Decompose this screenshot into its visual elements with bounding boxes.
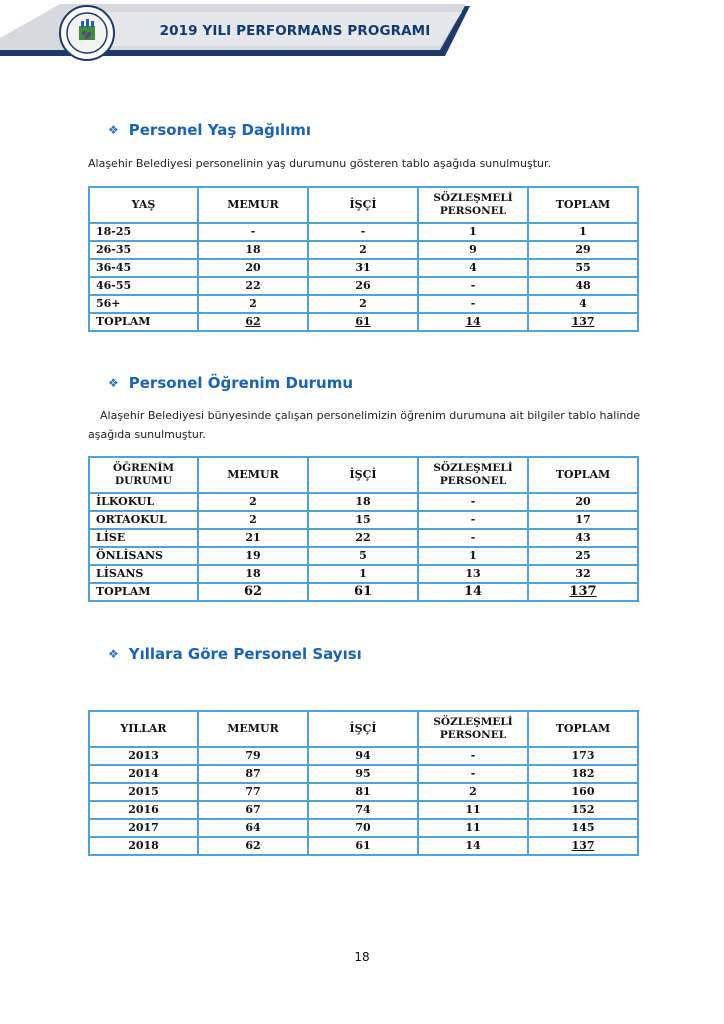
table-row — [89, 295, 638, 313]
cell: 95 — [308, 765, 418, 783]
header-cell: MEMUR — [198, 457, 308, 493]
cell: 2 — [198, 511, 308, 529]
cell: 173 — [528, 747, 638, 765]
cell: 2 — [308, 241, 418, 259]
intro-age: Alaşehir Belediyesi personelinin yaş durumunu gösteren tablo aşağıda sunulmuştur. — [88, 157, 551, 170]
cell: 9 — [418, 241, 528, 259]
cell: - — [418, 765, 528, 783]
cell: 17 — [528, 511, 638, 529]
cell: 36-45 — [89, 259, 198, 277]
cell: - — [418, 529, 528, 547]
table-row — [89, 493, 638, 511]
cell: 77 — [198, 783, 308, 801]
cell: 18-25 — [89, 223, 198, 241]
table-row — [89, 801, 638, 819]
cell: 2 — [198, 493, 308, 511]
table-row — [89, 259, 638, 277]
intro-education: Alaşehir Belediyesi bünyesinde çalışan personelimizin öğrenim durumuna ait bilgiler tablo halinde aşağıda sunulmuştur. — [88, 409, 641, 441]
cell: 137 — [528, 313, 638, 331]
cell: 26-35 — [89, 241, 198, 259]
cell: 22 — [198, 277, 308, 295]
cell: 145 — [528, 819, 638, 837]
table-row — [89, 565, 638, 583]
header-cell: YILLAR — [89, 711, 198, 747]
cell: ÖNLİSANS — [89, 547, 198, 565]
cell: 14 — [418, 583, 528, 601]
table-row — [89, 765, 638, 783]
cell: 55 — [528, 259, 638, 277]
cell: 2 — [418, 783, 528, 801]
cell: 46-55 — [89, 277, 198, 295]
header-cell: SÖZLEŞMELİ PERSONEL — [418, 711, 528, 747]
cell: 152 — [528, 801, 638, 819]
cell: 137 — [528, 837, 638, 855]
table-row — [89, 241, 638, 259]
cell: 2014 — [89, 765, 198, 783]
cell: 2015 — [89, 783, 198, 801]
header-banner — [0, 0, 724, 62]
header-cell: MEMUR — [198, 711, 308, 747]
cell: ORTAOKUL — [89, 511, 198, 529]
cell: 62 — [198, 313, 308, 331]
cell: 22 — [308, 529, 418, 547]
section-title-age — [108, 121, 311, 139]
cell: LİSE — [89, 529, 198, 547]
section-title-education — [108, 374, 353, 392]
education-table — [88, 456, 639, 602]
header-cell: TOPLAM — [528, 187, 638, 223]
diamond-bullet-icon: ❖ — [108, 376, 119, 390]
cell: 5 — [308, 547, 418, 565]
cell: 20 — [528, 493, 638, 511]
table-row — [89, 783, 638, 801]
cell: 31 — [308, 259, 418, 277]
header-cell: İŞÇİ — [308, 457, 418, 493]
table-row — [89, 511, 638, 529]
cell: 4 — [528, 295, 638, 313]
cell: 61 — [308, 583, 418, 601]
section-title-text: Personel Yaş Dağılımı — [128, 121, 312, 139]
section-title-years — [108, 645, 362, 663]
table-total-row — [89, 313, 638, 331]
cell: TOPLAM — [89, 583, 198, 601]
diamond-bullet-icon: ❖ — [108, 647, 119, 661]
header-cell: TOPLAM — [528, 711, 638, 747]
table-row — [89, 747, 638, 765]
cell: 18 — [308, 493, 418, 511]
cell: 67 — [198, 801, 308, 819]
banner-title: 2019 YILI PERFORMANS PROGRAMI — [159, 23, 431, 39]
cell: 70 — [308, 819, 418, 837]
cell: 21 — [198, 529, 308, 547]
cell: 87 — [198, 765, 308, 783]
cell: 1 — [418, 223, 528, 241]
cell: 62 — [198, 837, 308, 855]
cell: 1 — [528, 223, 638, 241]
cell: 11 — [418, 801, 528, 819]
header-cell: İŞÇİ — [308, 711, 418, 747]
cell: 182 — [528, 765, 638, 783]
cell: 64 — [198, 819, 308, 837]
cell: - — [418, 295, 528, 313]
cell: 18 — [198, 241, 308, 259]
section-title-text: Personel Öğrenim Durumu — [128, 374, 354, 392]
cell: 18 — [198, 565, 308, 583]
cell: 137 — [528, 583, 638, 601]
cell: 1 — [308, 565, 418, 583]
section-title-text: Yıllara Göre Personel Sayısı — [128, 645, 362, 663]
table-row — [89, 819, 638, 837]
cell: 20 — [198, 259, 308, 277]
table-row — [89, 223, 638, 241]
header-cell: MEMUR — [198, 187, 308, 223]
header-cell: ÖĞRENİM DURUMU — [89, 457, 198, 493]
cell: 2016 — [89, 801, 198, 819]
header-cell: SÖZLEŞMELİ PERSONEL — [418, 187, 528, 223]
cell: 1 — [418, 547, 528, 565]
table-header-row — [89, 711, 638, 747]
cell: TOPLAM — [89, 313, 198, 331]
cell: LİSANS — [89, 565, 198, 583]
cell: - — [418, 493, 528, 511]
cell: 43 — [528, 529, 638, 547]
cell: 19 — [198, 547, 308, 565]
cell: 2018 — [89, 837, 198, 855]
cell: 15 — [308, 511, 418, 529]
cell: 79 — [198, 747, 308, 765]
diamond-bullet-icon: ❖ — [108, 123, 119, 137]
table-row — [89, 277, 638, 295]
cell: 2 — [308, 295, 418, 313]
cell: - — [418, 511, 528, 529]
cell: 56+ — [89, 295, 198, 313]
cell: 61 — [308, 313, 418, 331]
cell: 25 — [528, 547, 638, 565]
years-table — [88, 710, 639, 856]
cell: 4 — [418, 259, 528, 277]
table-total-row — [89, 583, 638, 601]
cell: 62 — [198, 583, 308, 601]
header-cell: YAŞ — [89, 187, 198, 223]
cell: 14 — [418, 837, 528, 855]
cell: 14 — [418, 313, 528, 331]
cell: 81 — [308, 783, 418, 801]
cell: 61 — [308, 837, 418, 855]
cell: - — [418, 277, 528, 295]
table-row — [89, 547, 638, 565]
page-number: 18 — [354, 950, 370, 964]
cell: - — [418, 747, 528, 765]
cell: 26 — [308, 277, 418, 295]
cell: - — [198, 223, 308, 241]
municipality-logo — [58, 4, 116, 67]
cell: 48 — [528, 277, 638, 295]
cell: 13 — [418, 565, 528, 583]
cell: 160 — [528, 783, 638, 801]
cell: 2 — [198, 295, 308, 313]
cell: 74 — [308, 801, 418, 819]
cell: 29 — [528, 241, 638, 259]
cell: - — [308, 223, 418, 241]
cell: 11 — [418, 819, 528, 837]
header-cell: TOPLAM — [528, 457, 638, 493]
cell: 94 — [308, 747, 418, 765]
cell: İLKOKUL — [89, 493, 198, 511]
table-header-row — [89, 457, 638, 493]
cell: 2017 — [89, 819, 198, 837]
table-row — [89, 529, 638, 547]
cell: 32 — [528, 565, 638, 583]
cell: 2013 — [89, 747, 198, 765]
table-row — [89, 837, 638, 855]
age-table — [88, 186, 639, 332]
header-cell: SÖZLEŞMELİ PERSONEL — [418, 457, 528, 493]
table-header-row — [89, 187, 638, 223]
header-cell: İŞÇİ — [308, 187, 418, 223]
